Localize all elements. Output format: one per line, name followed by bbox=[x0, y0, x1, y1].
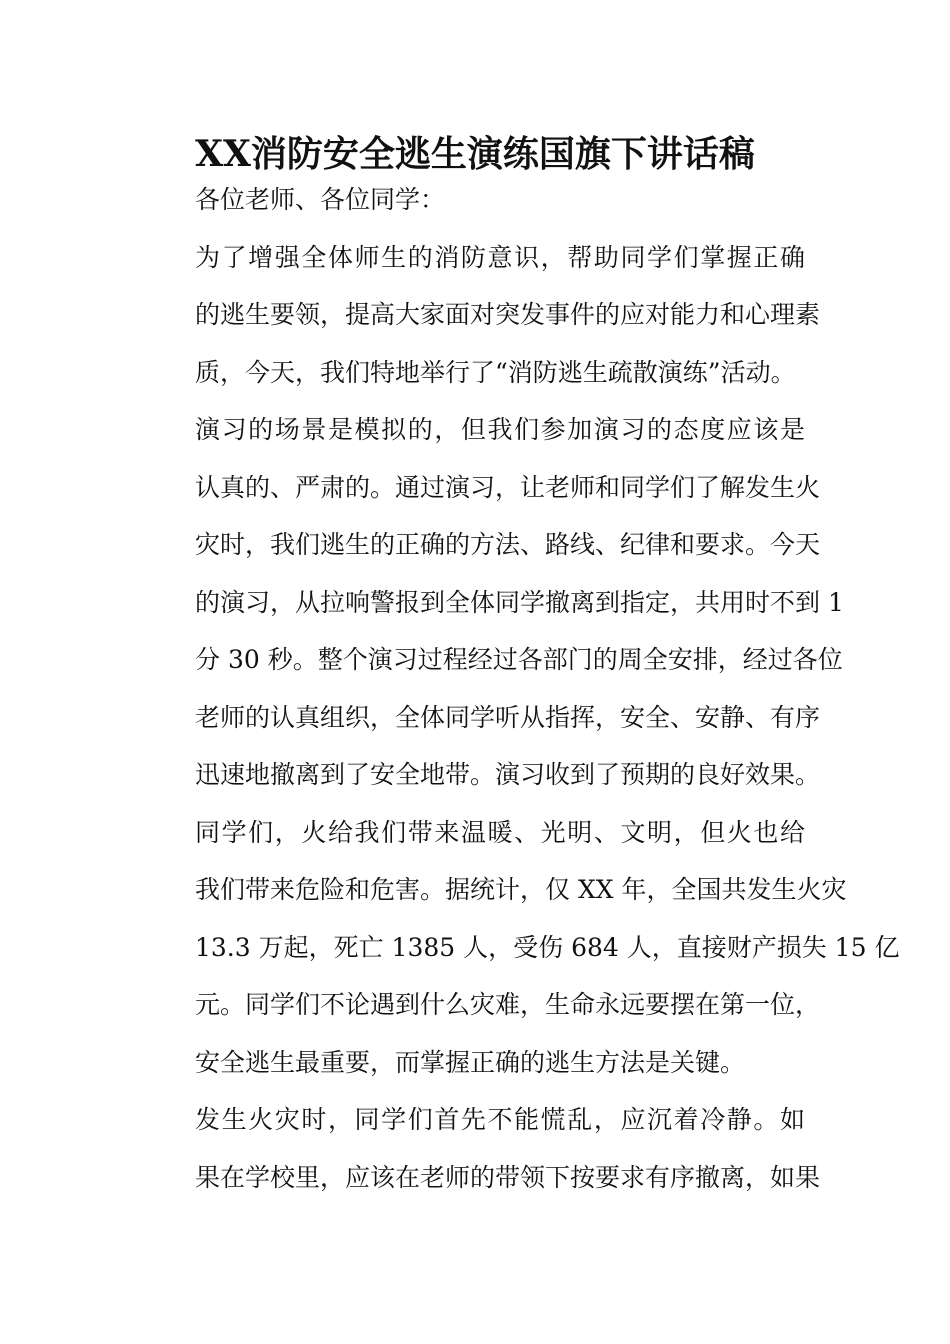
paragraph-line: 认真的、严肃的。通过演习，让老师和同学们了解发生火 bbox=[195, 472, 821, 502]
paragraph-line: 演习的场景是模拟的，但我们参加演习的态度应该是 bbox=[195, 415, 805, 444]
document-body bbox=[145, 171, 900, 1206]
paragraph-line: 迅速地撤离到了安全地带。演习收到了预期的良好效果。 bbox=[195, 760, 821, 789]
paragraph-line: 果在学校里，应该在老师的带领下按要求有序撤离，如果 bbox=[195, 1162, 821, 1192]
paragraph-line: 我们带来危险和危害。据统计，仅 XX 年，全国共发生火灾 bbox=[195, 875, 847, 904]
paragraph-line: 分 30 秒。整个演习过程经过各部门的周全安排，经过各位 bbox=[195, 645, 843, 674]
greeting-line: 各位老师、各位同学： bbox=[195, 185, 446, 214]
paragraph-line: 的演习，从拉响警报到全体同学撤离到指定，共用时不到 1 bbox=[195, 587, 844, 617]
paragraph-line: 发生火灾时，同学们首先不能慌乱，应沉着冷静。如 bbox=[195, 1105, 805, 1134]
paragraph-1 bbox=[145, 229, 821, 402]
paragraph-line: 同学们，火给我们带来温暖、光明、文明，但火也给 bbox=[195, 817, 805, 847]
paragraph-line: 灾时，我们逃生的正确的方法、路线、纪律和要求。今天 bbox=[195, 530, 821, 559]
greeting-paragraph bbox=[145, 171, 805, 229]
paragraph-2 bbox=[145, 401, 844, 804]
paragraph-line: 质，今天，我们特地举行了“消防逃生疏散演练”活动。 bbox=[195, 357, 796, 387]
paragraph-line: 的逃生要领，提高大家面对突发事件的应对能力和心理素 bbox=[195, 300, 821, 329]
paragraph-line: 为了增强全体师生的消防意识，帮助同学们掌握正确 bbox=[195, 242, 805, 272]
paragraph-line: 13.3 万起，死亡 1385 人，受伤 684 人，直接财产损失 15 亿 bbox=[195, 932, 900, 962]
paragraph-line: 元。同学们不论遇到什么灾难，生命永远要摆在第一位， bbox=[195, 990, 821, 1019]
paragraph-line: 安全逃生最重要，而掌握正确的逃生方法是关键。 bbox=[195, 1047, 746, 1077]
paragraph-4 bbox=[145, 1091, 821, 1206]
paragraph-line: 老师的认真组织，全体同学听从指挥，安全、安静、有序 bbox=[195, 702, 821, 732]
document-title: XX消防安全逃生演练国旗下讲话稿 bbox=[195, 133, 755, 175]
paragraph-3 bbox=[145, 804, 900, 1092]
